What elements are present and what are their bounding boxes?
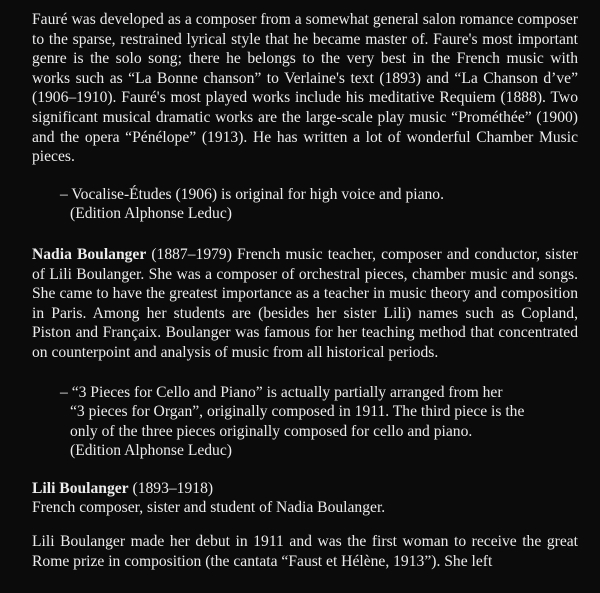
nadia-name: Nadia Boulanger xyxy=(32,245,147,263)
faure-paragraph xyxy=(32,10,578,167)
lili-subtitle: French composer, sister and student of Nadia Boulanger. xyxy=(32,499,386,517)
lili-name: Lili Boulanger xyxy=(32,479,129,497)
lili-dates: (1893–1918) xyxy=(128,479,214,497)
nadia-work-line-1: – “3 Pieces for Cello and Piano” is actually partially arranged from her xyxy=(60,383,503,401)
nadia-work-publisher: (Edition Alphonse Leduc) xyxy=(70,442,232,460)
nadia-work-item xyxy=(32,383,578,461)
faure-work-publisher: (Edition Alphonse Leduc) xyxy=(70,205,232,223)
nadia-paragraph xyxy=(32,245,578,363)
faure-work-line-1: – Vocalise-Études (1906) is original for high voice and piano. xyxy=(60,185,444,203)
lili-heading-paragraph xyxy=(32,479,578,518)
faure-text: Fauré was developed as a composer from a somewhat general salon romance composer to the sparse, restrained lyrical style that he became master of. Faure's most important genre is the solo song; there he belongs to the very best in the French music with works such as “La Bonne chanson” to Verlaine's text (1893) and “La Chanson d’ve” (1906–1910). Fauré's most played works include his meditative Requiem (1888). Two significant musical dramatic works are the large-scale play music “Prométhée” (1900) and the opera “Pénélope” (1913). He has written a lot of wonderful Chamber Music pieces. xyxy=(32,11,578,166)
nadia-text: (1887–1979) French music teacher, composer and conductor, sister of Lili Boulanger. She was a composer of orchestral pieces, chamber music and songs. She came to have the greatest importance as a teacher in music theory and composition in Paris. Among her students are (besides her sister Lili) names such as Copland, Piston and Françaix. Boulanger was famous for her teaching method that concentrated on counterpoint and analysis of music from all historical periods. xyxy=(32,245,578,361)
faure-work-item xyxy=(32,185,578,224)
lili-bio-paragraph xyxy=(32,532,578,571)
lili-bio-text: Lili Boulanger made her debut in 1911 and was the first woman to receive the great Rome prize in composition (the cantata “Faust et Hélène, 1913”). She left xyxy=(32,533,578,570)
nadia-work-line-3: only of the three pieces originally composed for cello and piano. xyxy=(70,422,473,440)
nadia-work-line-2: “3 pieces for Organ”, originally composed in 1911. The third piece is the xyxy=(70,403,525,421)
